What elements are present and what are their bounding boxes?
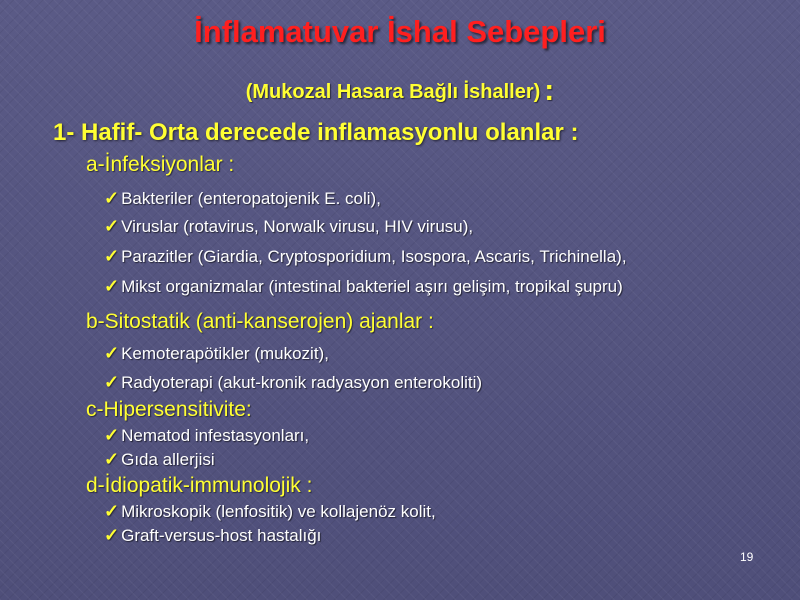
slide-subtitle — [0, 74, 800, 108]
section-label-infections: a-İnfeksiyonlar : — [86, 153, 235, 176]
list-item — [104, 246, 627, 267]
list-item — [104, 276, 623, 297]
slide-title: İnflamatuvar İshal Sebepleri — [194, 14, 606, 49]
checkmark-icon: ✓ — [104, 343, 120, 363]
checkmark-icon: ✓ — [104, 501, 120, 521]
list-item — [104, 188, 381, 209]
page-number: 19 — [740, 550, 754, 564]
list-item-text: Radyoterapi (akut-kronik radyasyon enterokoliti) — [121, 372, 483, 392]
list-item-text: Parazitler (Giardia, Cryptosporidium, Isospora, Ascaris, Trichinella), — [121, 246, 627, 266]
list-item — [104, 216, 473, 237]
list-item-text: Viruslar (rotavirus, Norwalk virusu, HIV virusu), — [121, 216, 474, 236]
list-item-text: Mikst organizmalar (intestinal bakteriel aşırı gelişim, tropikal şupru) — [121, 276, 623, 296]
list-item-text: Bakteriler (enteropatojenik E. coli), — [121, 188, 381, 208]
list-item — [104, 449, 215, 470]
subtitle-text: (Mukozal Hasara Bağlı İshaller) — [245, 81, 541, 103]
section-label-idiopathic: d-İdiopatik-immunolojik : — [86, 474, 313, 497]
checkmark-icon: ✓ — [104, 425, 120, 445]
list-item — [104, 343, 329, 364]
list-item — [104, 501, 436, 522]
list-item-text: Gıda allerjisi — [121, 449, 215, 469]
list-item-text: Mikroskopik (lenfositik) ve kollajenöz kolit, — [121, 501, 436, 521]
list-item — [104, 525, 321, 546]
section-label-hypersensitivity: c-Hipersensitivite: — [86, 398, 252, 421]
list-item — [104, 372, 482, 393]
list-item-text: Graft-versus-host hastalığı — [121, 525, 322, 545]
checkmark-icon: ✓ — [104, 449, 120, 469]
subtitle-colon: : — [544, 74, 555, 107]
checkmark-icon: ✓ — [104, 276, 120, 296]
category-heading: 1- Hafif- Orta derecede inflamasyonlu olanlar : — [53, 119, 579, 146]
checkmark-icon: ✓ — [104, 216, 120, 236]
list-item — [104, 425, 309, 446]
checkmark-icon: ✓ — [104, 372, 120, 392]
section-label-cytostatic: b-Sitostatik (anti-kanserojen) ajanlar : — [86, 310, 434, 333]
list-item-text: Kemoterapötikler (mukozit), — [121, 343, 329, 363]
checkmark-icon: ✓ — [104, 246, 120, 266]
list-item-text: Nematod infestasyonları, — [121, 425, 310, 445]
checkmark-icon: ✓ — [104, 188, 120, 208]
checkmark-icon: ✓ — [104, 525, 120, 545]
